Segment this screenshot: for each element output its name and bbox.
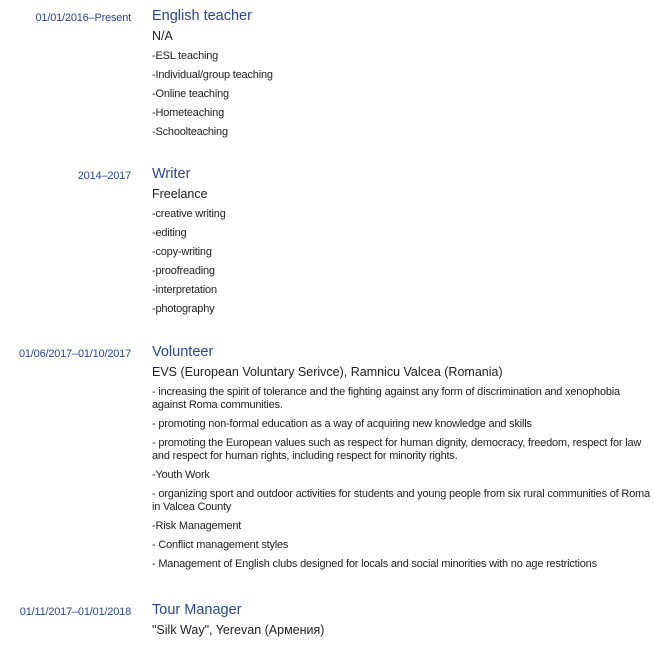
work-entry-tour-manager bbox=[0, 602, 654, 641]
work-entry-volunteer bbox=[0, 344, 654, 574]
entry-date: 01/11/2017–01/01/2018 bbox=[19, 606, 131, 618]
employer: EVS (European Voluntary Serivce), Ramnicu Valcea (Romania) bbox=[152, 365, 503, 379]
duty-item: -Hometeaching bbox=[152, 107, 224, 119]
duty-item: -copy-writing bbox=[152, 246, 212, 258]
duty-item: -Online teaching bbox=[152, 88, 229, 100]
duty-item: - promoting the European values such as respect for human dignity, democracy, freedom, respect for law and respect for human rights, including respect for minority rights. bbox=[152, 437, 642, 462]
duty-item: -editing bbox=[152, 227, 187, 239]
job-title: Volunteer bbox=[152, 344, 214, 360]
duty-item: -Schoolteaching bbox=[152, 126, 228, 138]
entry-date: 01/06/2017–01/10/2017 bbox=[18, 348, 131, 360]
duties-list bbox=[152, 383, 654, 574]
entry-content bbox=[152, 166, 654, 319]
duty-item: -interpretation bbox=[152, 284, 217, 296]
employer: N/A bbox=[152, 29, 173, 43]
employer: "Silk Way", Yerevan (Армения) bbox=[152, 623, 325, 637]
work-entry-english-teacher bbox=[0, 8, 654, 142]
entry-content bbox=[152, 8, 654, 142]
duty-item: -photography bbox=[152, 303, 215, 315]
job-title: Writer bbox=[152, 166, 191, 182]
duties-list bbox=[152, 205, 654, 319]
duty-item: -Individual/group teaching bbox=[152, 69, 273, 81]
duty-item: - Conflict management styles bbox=[152, 539, 289, 551]
entry-content bbox=[152, 602, 654, 641]
entry-content bbox=[152, 344, 654, 574]
entry-date: 2014–2017 bbox=[77, 170, 131, 182]
duty-item: -Risk Management bbox=[152, 520, 242, 532]
work-entry-writer bbox=[0, 166, 654, 319]
duty-item: -proofreading bbox=[152, 265, 215, 277]
duty-item: - promoting non-formal education as a way of acquiring new knowledge and skills bbox=[152, 418, 532, 430]
duties-list bbox=[152, 47, 654, 142]
entry-date: 01/01/2016–Present bbox=[35, 12, 131, 24]
job-title: Tour Manager bbox=[152, 602, 242, 618]
job-title: English teacher bbox=[152, 8, 252, 24]
duty-item: -creative writing bbox=[152, 208, 226, 220]
duty-item: - organizing sport and outdoor activities for students and young people from six rural communities of Roma in Valcea County bbox=[152, 488, 650, 513]
duty-item: - Management of English clubs designed for locals and social minorities with no age restrictions bbox=[152, 558, 597, 570]
employer: Freelance bbox=[152, 187, 208, 201]
duty-item: -Youth Work bbox=[152, 469, 210, 481]
duty-item: - increasing the spirit of tolerance and the fighting against any form of discrimination and xenophobia against Roma communities. bbox=[152, 386, 620, 411]
duty-item: -ESL teaching bbox=[152, 50, 219, 62]
